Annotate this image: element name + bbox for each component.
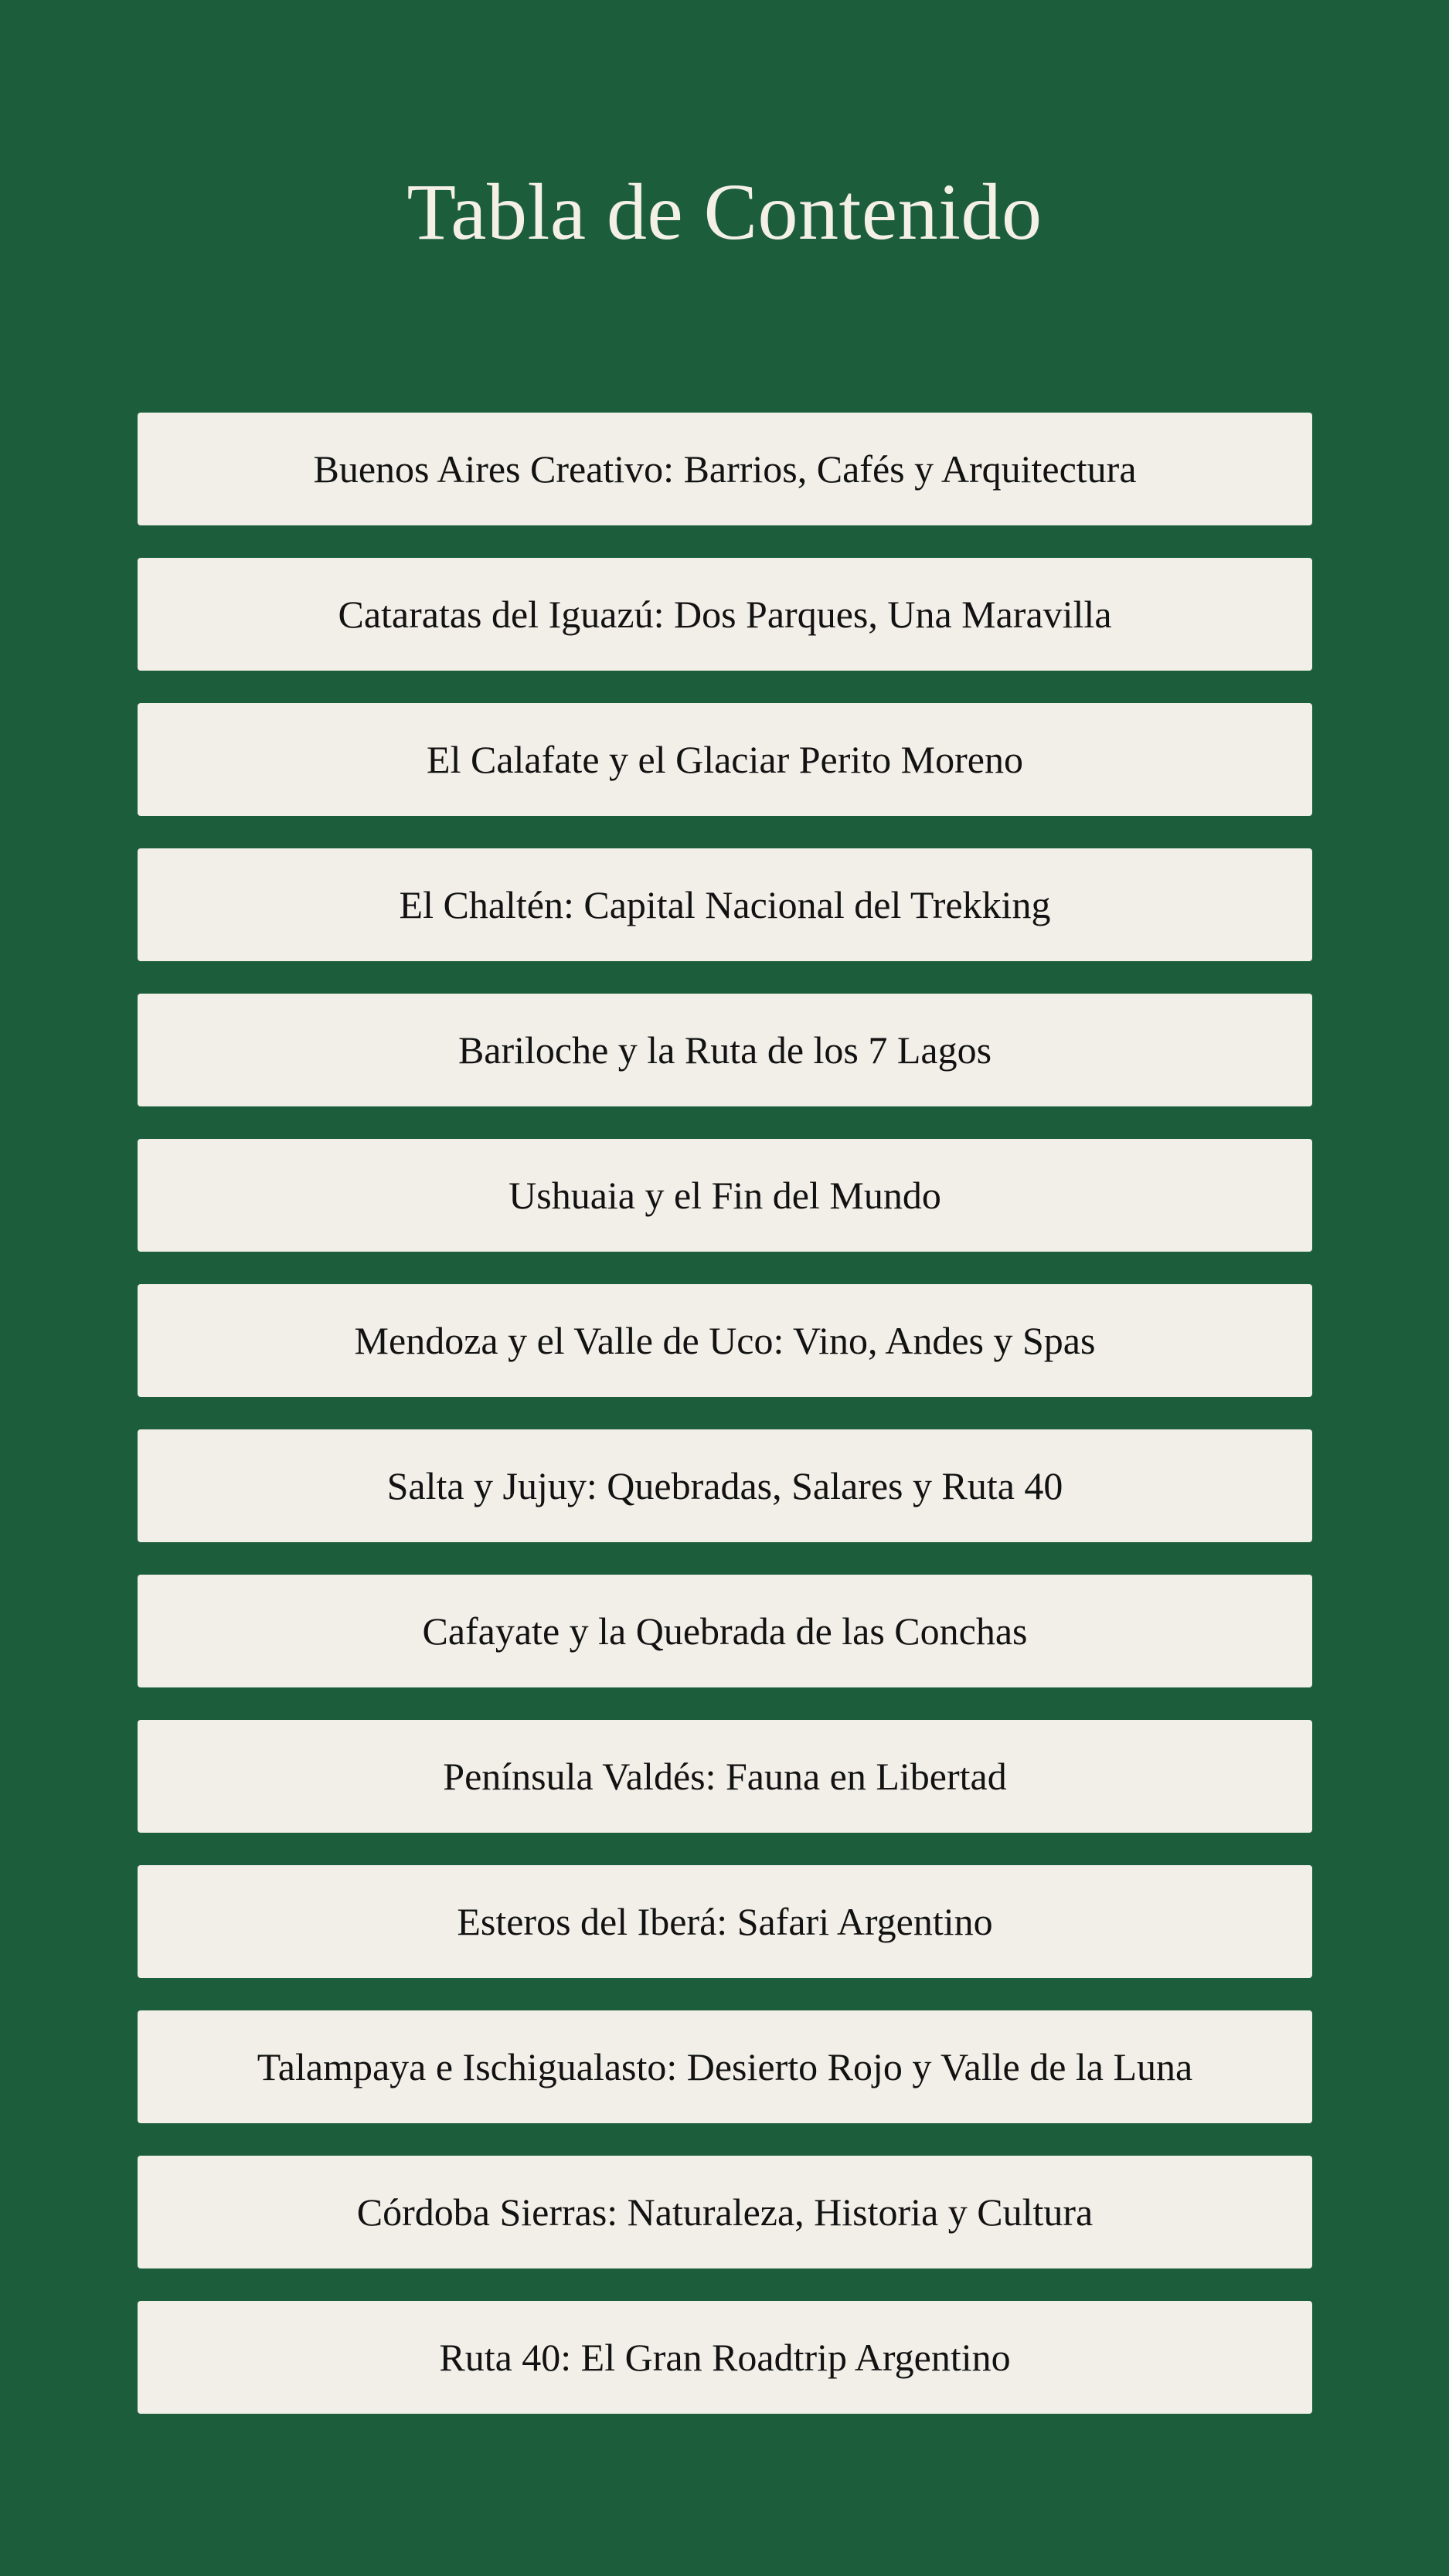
toc-item-buenos-aires[interactable]: Buenos Aires Creativo: Barrios, Cafés y Arquitectura xyxy=(138,413,1312,525)
toc-item-ruta-40[interactable]: Ruta 40: El Gran Roadtrip Argentino xyxy=(138,2301,1312,2414)
toc-item-esteros-ibera[interactable]: Esteros del Iberá: Safari Argentino xyxy=(138,1865,1312,1978)
toc-item-el-calafate[interactable]: El Calafate y el Glaciar Perito Moreno xyxy=(138,703,1312,816)
toc-item-cordoba[interactable]: Córdoba Sierras: Naturaleza, Historia y Cultura xyxy=(138,2156,1312,2268)
toc-list xyxy=(138,413,1312,2414)
toc-item-bariloche[interactable]: Bariloche y la Ruta de los 7 Lagos xyxy=(138,994,1312,1106)
toc-item-iguazu[interactable]: Cataratas del Iguazú: Dos Parques, Una Maravilla xyxy=(138,558,1312,671)
toc-item-el-chalten[interactable]: El Chaltén: Capital Nacional del Trekking xyxy=(138,848,1312,961)
toc-item-peninsula-valdes[interactable]: Península Valdés: Fauna en Libertad xyxy=(138,1720,1312,1833)
toc-item-salta-jujuy[interactable]: Salta y Jujuy: Quebradas, Salares y Ruta 40 xyxy=(138,1429,1312,1542)
toc-item-talampaya[interactable]: Talampaya e Ischigualasto: Desierto Rojo y Valle de la Luna xyxy=(138,2010,1312,2123)
toc-item-mendoza[interactable]: Mendoza y el Valle de Uco: Vino, Andes y Spas xyxy=(138,1284,1312,1397)
page-title: Tabla de Contenido xyxy=(406,168,1043,257)
toc-item-ushuaia[interactable]: Ushuaia y el Fin del Mundo xyxy=(138,1139,1312,1252)
toc-item-cafayate[interactable]: Cafayate y la Quebrada de las Conchas xyxy=(138,1575,1312,1687)
